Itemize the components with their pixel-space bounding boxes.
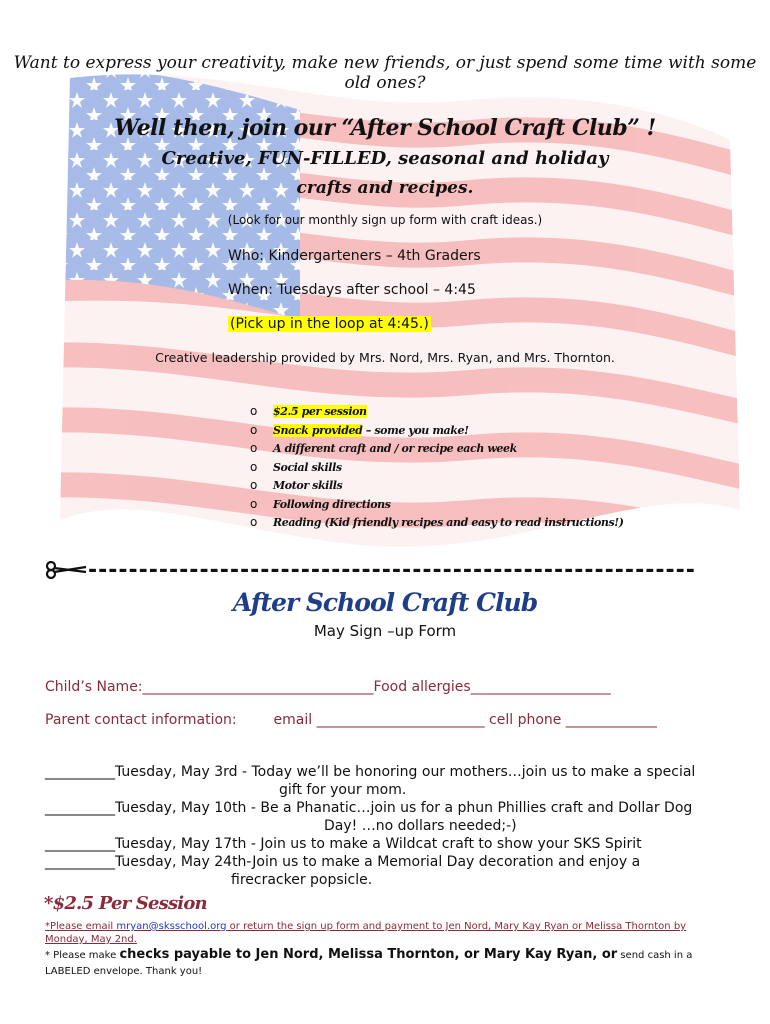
intro-text: Want to express your creativity, make new friends, or just spend some time with some old ones? [13,53,757,93]
date-description: Tuesday, May 3rd - Today we’ll be honoring our mothers…join us to make a special [115,764,696,780]
form-subtitle: May Sign –up Form [313,622,457,640]
payment-note-bold: checks payable to Jen Nord, Melissa Thornton, or Mary Kay Ryan, or [119,947,618,962]
date-description: Tuesday, May 24th-Join us to make a Memorial Day decoration and enjoy a [115,854,641,870]
cell-phone-field[interactable]: _____________ [565,712,657,728]
child-name-field[interactable]: _________________________________ [142,679,374,695]
bullet-marker: o [250,496,257,511]
bullet-marker: o [250,478,257,492]
reading-bullet: Reading (Kid friendly recipes and easy to read instructions!) [273,516,624,529]
email-return-note [45,920,725,946]
email-field[interactable]: ________________________ [316,712,485,728]
date-description-cont: gift for your mom. [279,782,407,798]
price-note: *$2.5 Per Session [44,893,207,914]
date-checkbox-blank[interactable]: __________ [45,854,115,870]
monthly-form-note: (Look for our monthly sign up form with craft ideas.) [227,213,543,227]
child-name-label: Child’s Name: [45,679,143,695]
child-name-row [45,679,611,695]
date-checkbox-blank[interactable]: __________ [45,800,115,816]
when-line: When: Tuesdays after school – 4:45 [228,282,476,298]
bullet-marker: o [250,422,257,437]
heading-line-1: Well then, join our “After School Craft Club” ! [114,115,656,141]
date-entry-may-17 [45,835,642,853]
snack-bullet: Snack provided [273,423,363,437]
email-note-suffix: or return the sign up form and payment to Jen Nord, Mary Kay Ryan or Melissa Thornton by Monday, May 2nd. [45,921,687,945]
list-item [250,513,624,532]
who-line: Who: Kindergarteners – 4th Graders [228,248,481,264]
parent-contact-row [45,712,657,728]
scissors-icon [44,561,88,579]
email-note-prefix: *Please email [45,921,117,932]
list-item [250,402,624,421]
date-description: Tuesday, May 10th - Be a Phanatic…join us for a phun Phillies craft and Dollar Dog [115,800,693,816]
cut-line: ------------------------------------------------------------ [88,558,696,583]
list-item [250,439,624,458]
list-item [250,476,624,495]
bullet-marker: o [250,515,257,529]
food-allergies-field[interactable]: ____________________ [470,679,611,695]
form-title: After School Craft Club [232,588,538,617]
craft-bullet: A different craft and / or recipe each week [273,442,517,455]
date-entry-may-10 [45,799,692,835]
pickup-line [228,316,431,332]
payment-note-suffix: send cash in a LABELED envelope. Thank you! [45,950,693,977]
payment-note-prefix: * Please make [45,950,120,961]
pickup-highlight: (Pick up in the loop at 4:45.) [230,316,429,332]
date-description-cont: firecracker popsicle. [231,872,373,888]
benefits-list [250,402,624,532]
snack-bullet-suffix: – some you make! [362,423,469,437]
payment-note [45,947,730,980]
date-checkbox-blank[interactable]: __________ [45,836,115,852]
directions-bullet: Following directions [273,497,391,511]
list-item [250,495,624,514]
email-link[interactable]: mryan@sksschool.org [116,921,227,932]
list-item [250,458,624,477]
date-checkbox-blank[interactable]: __________ [45,764,115,780]
list-item [250,421,624,440]
food-allergies-label: Food allergies [373,679,471,695]
heading-line-2: Creative, FUN-FILLED, seasonal and holiday [161,148,609,169]
bullet-marker: o [250,459,257,474]
leadership-line: Creative leadership provided by Mrs. Nord, Mrs. Ryan, and Mrs. Thornton. [155,350,615,365]
date-entry-may-24 [45,853,640,889]
price-bullet: $2.5 per session [273,405,367,418]
email-label: email [273,712,313,728]
date-description: Tuesday, May 17th - Join us to make a Wildcat craft to show your SKS Spirit [115,836,642,852]
motor-bullet: Motor skills [273,479,343,492]
bullet-marker: o [250,404,257,418]
bullet-marker: o [250,441,257,455]
date-entry-may-3 [45,763,695,799]
heading-line-3: crafts and recipes. [296,178,474,198]
social-bullet: Social skills [273,460,342,474]
parent-contact-label: Parent contact information: [45,712,237,728]
cell-phone-label: cell phone [489,712,562,728]
date-description-cont: Day! …no dollars needed;-) [324,818,517,834]
